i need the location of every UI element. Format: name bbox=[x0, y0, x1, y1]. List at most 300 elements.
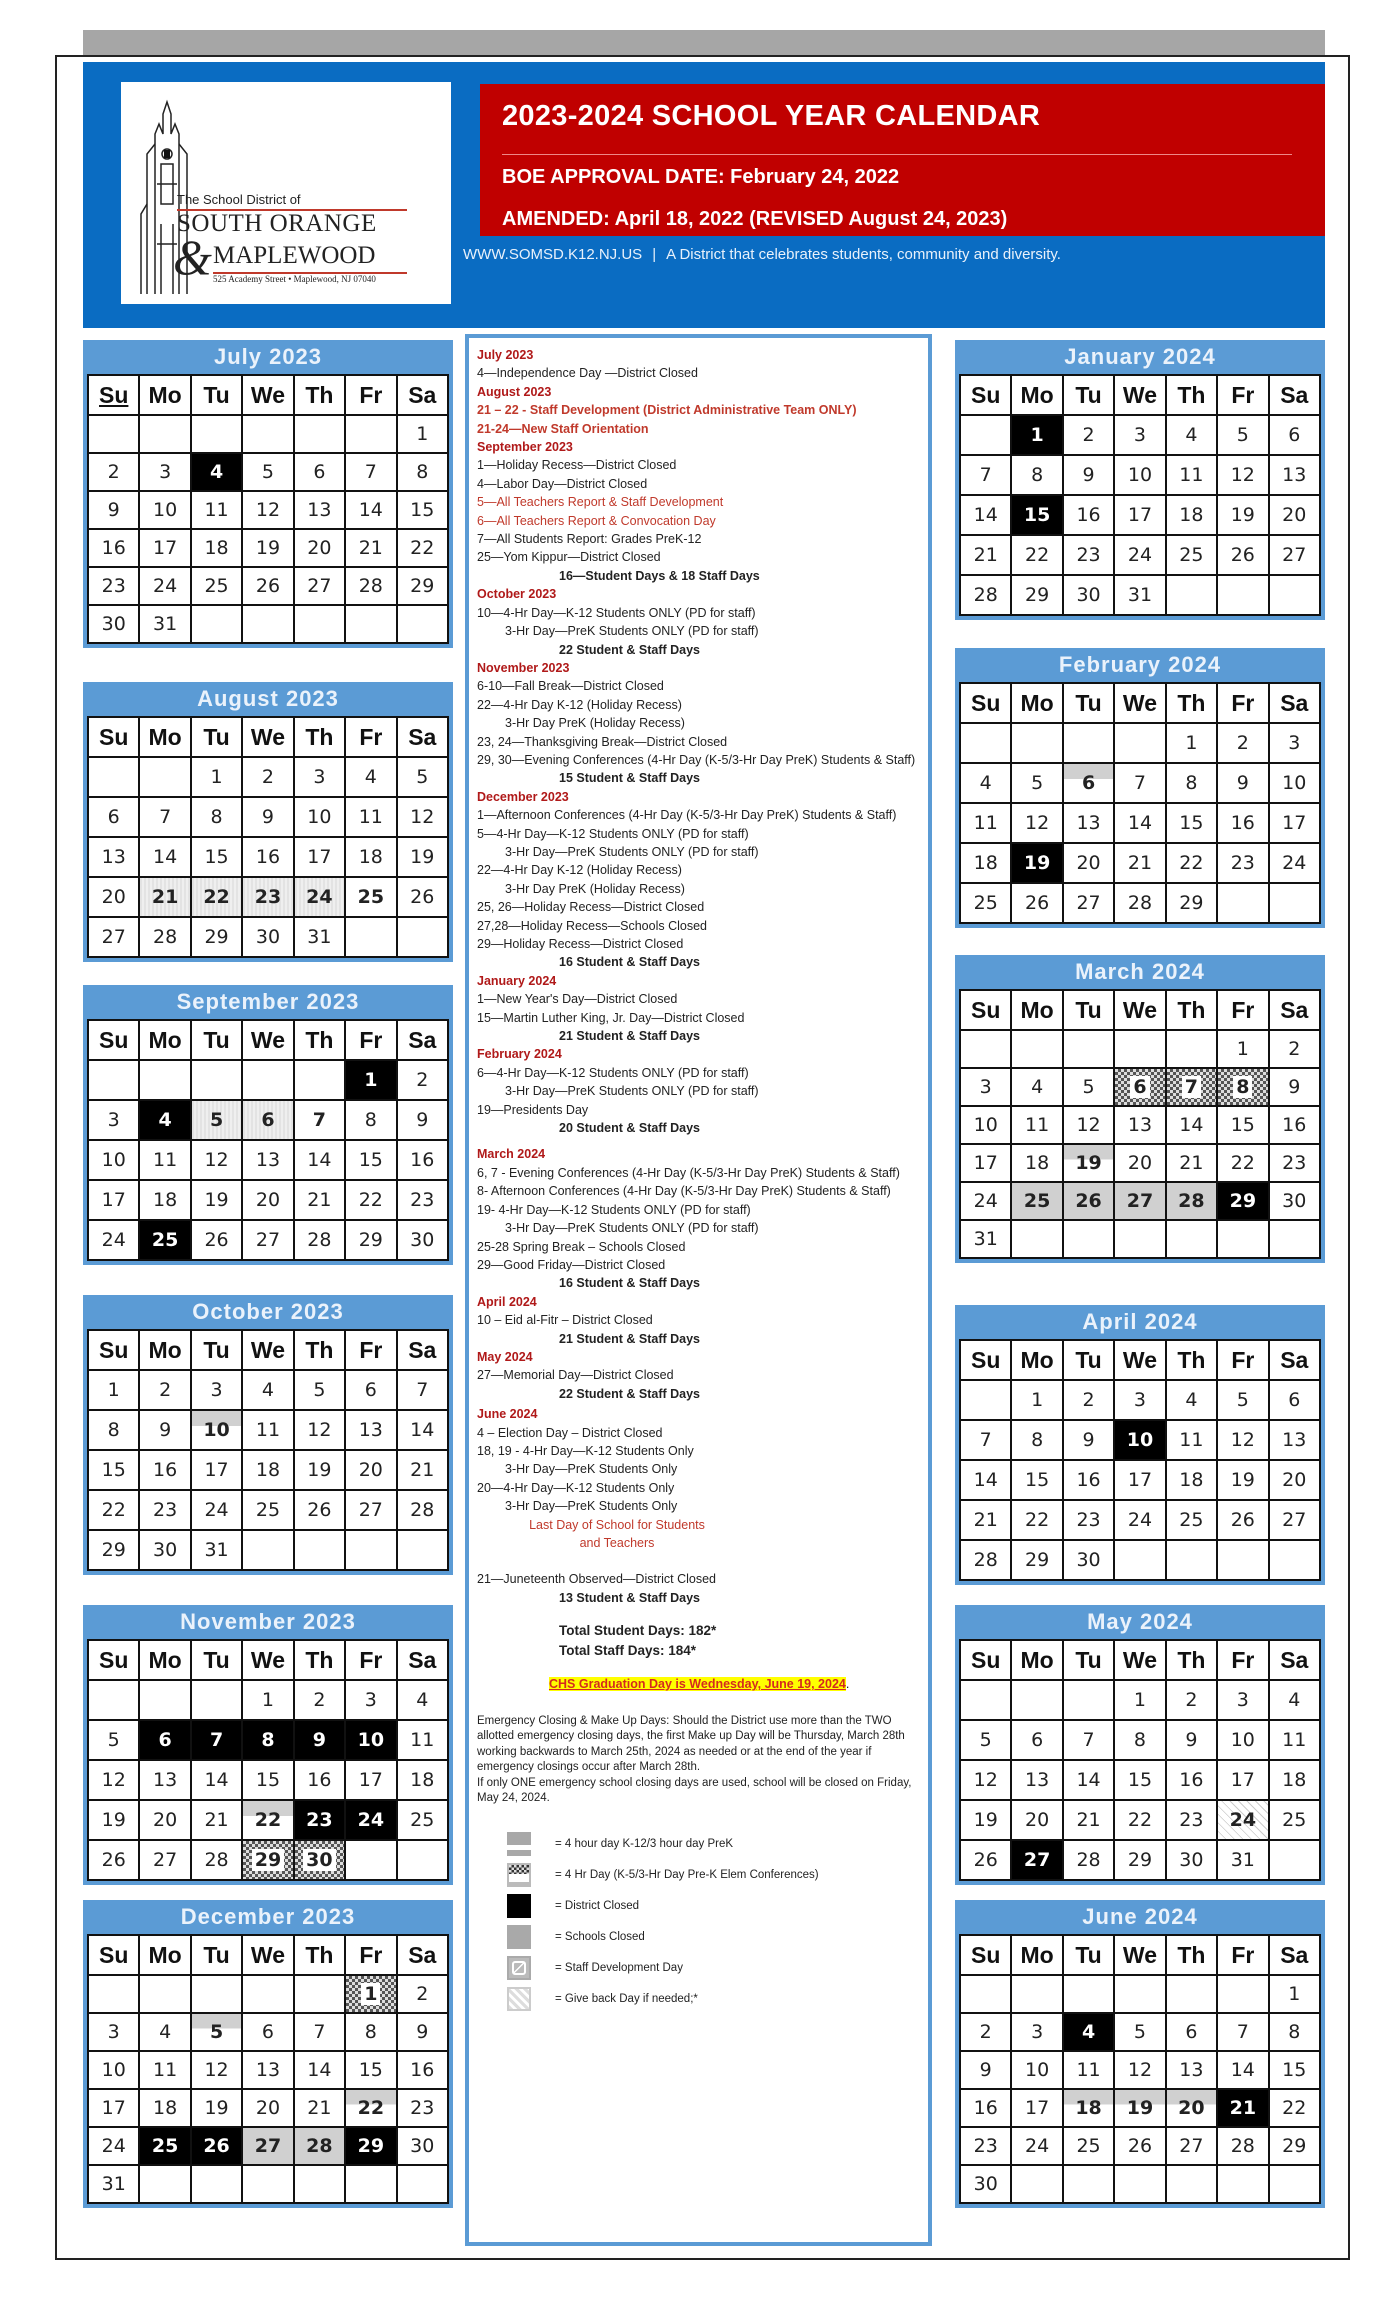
weekday-mo: Mo bbox=[139, 1640, 190, 1680]
day-cell: 21 bbox=[960, 1500, 1011, 1540]
weekday-tu: Tu bbox=[191, 717, 242, 757]
month-title: February 2024 bbox=[1058, 652, 1222, 677]
notes-heading: June 2024 bbox=[477, 1407, 538, 1422]
day-cell: 9 bbox=[1063, 1420, 1114, 1460]
note-line: 3-Hr Day—PreK Students ONLY (PD for staff) bbox=[505, 624, 759, 639]
day-cell: 27 bbox=[1114, 1182, 1165, 1220]
day-cell: 21 bbox=[1063, 1800, 1114, 1840]
day-cell: 26 bbox=[88, 1840, 139, 1880]
empty-cell bbox=[345, 917, 396, 957]
day-cell: 14 bbox=[191, 1760, 242, 1800]
weekday-tu: Tu bbox=[1063, 1340, 1114, 1380]
empty-cell bbox=[960, 1030, 1011, 1068]
calendar-august-2023 bbox=[83, 682, 453, 962]
day-cell: 25 bbox=[960, 883, 1011, 923]
month-grid bbox=[959, 1639, 1321, 1881]
total-student-days: Total Student Days: 182* bbox=[559, 1623, 717, 1639]
week-row bbox=[88, 1760, 448, 1800]
empty-cell bbox=[88, 757, 139, 797]
day-cell: 29 bbox=[88, 1530, 139, 1570]
empty-cell bbox=[345, 2165, 396, 2203]
day-cell: 8 bbox=[191, 797, 242, 837]
weekday-mo: Mo bbox=[139, 375, 190, 415]
weekday-th: Th bbox=[294, 1330, 345, 1370]
day-cell: 17 bbox=[191, 1450, 242, 1490]
day-cell: 13 bbox=[1269, 1420, 1320, 1460]
day-cell: 19 bbox=[242, 529, 293, 567]
weekday-tu: Tu bbox=[191, 1640, 242, 1680]
day-cell: 18 bbox=[1269, 1760, 1320, 1800]
day-cell: 3 bbox=[1217, 1680, 1268, 1720]
website-link[interactable]: WWW.SOMSD.K12.NJ.US bbox=[463, 246, 643, 263]
note-line: 1—Afternoon Conferences (4-Hr Day (K-5/3-Hr Day PreK) Students & Staff) bbox=[477, 808, 897, 823]
day-cell: 20 bbox=[1166, 2089, 1217, 2127]
day-cell: 4 bbox=[1269, 1680, 1320, 1720]
weekday-fr: Fr bbox=[345, 375, 396, 415]
day-cell: 29 bbox=[345, 1220, 396, 1260]
note-line: 20—4-Hr Day—K-12 Students Only bbox=[477, 1480, 675, 1495]
empty-cell bbox=[345, 1530, 396, 1570]
day-cell: 11 bbox=[1166, 1420, 1217, 1460]
weekday-fr: Fr bbox=[345, 717, 396, 757]
legend-label: = Schools Closed bbox=[555, 1930, 645, 1943]
weekday-sa: Sa bbox=[1269, 1340, 1320, 1380]
day-cell: 29 bbox=[345, 2127, 396, 2165]
day-cell: 8 bbox=[242, 1720, 293, 1760]
note-line: 29, 30—Evening Conferences (4-Hr Day (K-5/3-Hr Day PreK) Students & Staff) bbox=[477, 752, 916, 767]
empty-cell bbox=[1269, 2165, 1320, 2203]
day-cell: 19 bbox=[294, 1450, 345, 1490]
day-cell: 11 bbox=[242, 1410, 293, 1450]
week-row bbox=[960, 415, 1320, 455]
week-row bbox=[960, 1030, 1320, 1068]
day-cell: 28 bbox=[1063, 1840, 1114, 1880]
day-cell: 16 bbox=[1063, 495, 1114, 535]
day-cell: 15 bbox=[1011, 1460, 1062, 1500]
day-cell: 9 bbox=[1166, 1720, 1217, 1760]
day-cell: 26 bbox=[191, 2127, 242, 2165]
empty-cell bbox=[242, 1975, 293, 2013]
day-cell: 3 bbox=[345, 1680, 396, 1720]
day-cell: 20 bbox=[242, 1180, 293, 1220]
notes-june bbox=[477, 1405, 920, 1607]
day-cell: 13 bbox=[1114, 1106, 1165, 1144]
note-line: 4—Independence Day —District Closed bbox=[477, 366, 698, 381]
day-cell: 22 bbox=[345, 1180, 396, 1220]
empty-cell bbox=[1269, 575, 1320, 615]
day-cell: 27 bbox=[1166, 2127, 1217, 2165]
weekday-sa: Sa bbox=[1269, 683, 1320, 723]
day-cell: 2 bbox=[294, 1680, 345, 1720]
day-cell: 21 bbox=[139, 877, 190, 917]
day-cell: 24 bbox=[1011, 2127, 1062, 2165]
graduation-notice: CHS Graduation Day is Wednesday, June 19, 2024. bbox=[549, 1677, 850, 1692]
month-total: 15 Student & Staff Days bbox=[559, 771, 701, 786]
empty-cell bbox=[294, 1060, 345, 1100]
day-cell: 19 bbox=[88, 1800, 139, 1840]
legend-item bbox=[477, 1922, 920, 1953]
note-line: 25, 26—Holiday Recess—District Closed bbox=[477, 900, 705, 915]
weekday-th: Th bbox=[294, 1640, 345, 1680]
week-row bbox=[88, 1220, 448, 1260]
day-cell: 2 bbox=[1063, 415, 1114, 455]
day-cell: 12 bbox=[191, 1140, 242, 1180]
notes-heading: April 2024 bbox=[477, 1294, 537, 1309]
day-cell: 11 bbox=[1063, 2051, 1114, 2089]
week-row bbox=[960, 2089, 1320, 2127]
empty-cell bbox=[294, 1975, 345, 2013]
day-cell: 8 bbox=[1166, 763, 1217, 803]
empty-cell bbox=[88, 1060, 139, 1100]
day-cell: 3 bbox=[1011, 2013, 1062, 2051]
title-divider bbox=[502, 154, 1292, 155]
note-line: 8- Afternoon Conferences (4-Hr Day (K-5/3-Hr Day PreK) Students & Staff) bbox=[477, 1184, 891, 1199]
month-title: September 2023 bbox=[176, 989, 360, 1014]
empty-cell bbox=[242, 605, 293, 643]
day-cell: 31 bbox=[1114, 575, 1165, 615]
day-cell: 7 bbox=[1166, 1068, 1217, 1106]
week-row bbox=[960, 2013, 1320, 2051]
weekday-sa: Sa bbox=[397, 1935, 448, 1975]
day-cell: 26 bbox=[960, 1840, 1011, 1880]
day-cell: 18 bbox=[345, 837, 396, 877]
day-cell: 11 bbox=[397, 1720, 448, 1760]
weekday-fr: Fr bbox=[1217, 1640, 1268, 1680]
day-cell: 18 bbox=[1166, 1460, 1217, 1500]
empty-cell bbox=[1063, 723, 1114, 763]
note-line: 25—Yom Kippur—District Closed bbox=[477, 550, 661, 565]
day-cell: 10 bbox=[1114, 1420, 1165, 1460]
day-cell: 4 bbox=[1166, 415, 1217, 455]
day-cell: 26 bbox=[1063, 1182, 1114, 1220]
note-line: 25-28 Spring Break – Schools Closed bbox=[477, 1239, 686, 1254]
day-cell: 7 bbox=[294, 2013, 345, 2051]
week-row bbox=[88, 2089, 448, 2127]
day-cell: 20 bbox=[1011, 1800, 1062, 1840]
day-cell: 1 bbox=[1114, 1680, 1165, 1720]
district-prefix: The School District of bbox=[177, 192, 301, 207]
note-line: 5—All Teachers Report & Staff Development bbox=[477, 495, 724, 510]
day-cell: 9 bbox=[1269, 1068, 1320, 1106]
day-cell: 31 bbox=[191, 1530, 242, 1570]
year-totals bbox=[477, 1621, 920, 1661]
weekday-su: Su bbox=[960, 375, 1011, 415]
day-cell: 29 bbox=[1011, 575, 1062, 615]
day-cell: 28 bbox=[397, 1490, 448, 1530]
district-closed-swatch-icon bbox=[507, 1894, 531, 1918]
day-cell: 2 bbox=[397, 1975, 448, 2013]
day-cell: 23 bbox=[960, 2127, 1011, 2165]
day-cell: 21 bbox=[345, 529, 396, 567]
weekday-fr: Fr bbox=[1217, 1340, 1268, 1380]
day-cell: 9 bbox=[1217, 763, 1268, 803]
day-cell: 4 bbox=[1166, 1380, 1217, 1420]
legend-label: = 4 hour day K-12/3 hour day PreK bbox=[555, 1837, 734, 1850]
day-cell: 7 bbox=[1217, 2013, 1268, 2051]
day-cell: 1 bbox=[1011, 415, 1062, 455]
note-line: 21 – 22 - Staff Development (District Administrative Team ONLY) bbox=[477, 403, 857, 418]
day-cell: 15 bbox=[88, 1450, 139, 1490]
weekday-tu: Tu bbox=[1063, 990, 1114, 1030]
day-cell: 29 bbox=[191, 917, 242, 957]
month-title: January 2024 bbox=[1064, 344, 1216, 369]
month-title: November 2023 bbox=[180, 1609, 356, 1634]
empty-cell bbox=[1166, 1030, 1217, 1068]
note-line: 3-Hr Day—PreK Students ONLY (PD for staff) bbox=[505, 844, 759, 859]
day-cell: 15 bbox=[1011, 495, 1062, 535]
empty-cell bbox=[345, 415, 396, 453]
day-cell: 29 bbox=[397, 567, 448, 605]
note-line: 3-Hr Day PreK (Holiday Recess) bbox=[505, 881, 685, 896]
calendar-september-2023 bbox=[83, 985, 453, 1265]
day-cell: 4 bbox=[1063, 2013, 1114, 2051]
day-cell: 16 bbox=[139, 1450, 190, 1490]
day-cell: 7 bbox=[1063, 1720, 1114, 1760]
day-cell: 7 bbox=[345, 453, 396, 491]
empty-cell bbox=[139, 1680, 190, 1720]
day-cell: 19 bbox=[1217, 495, 1268, 535]
day-cell: 25 bbox=[1269, 1800, 1320, 1840]
amended-date: AMENDED: April 18, 2022 (REVISED August 24, 2023) bbox=[502, 208, 1008, 230]
day-cell: 14 bbox=[1063, 1760, 1114, 1800]
weekday-sa: Sa bbox=[1269, 1935, 1320, 1975]
day-cell: 11 bbox=[139, 1140, 190, 1180]
day-cell: 27 bbox=[242, 1220, 293, 1260]
weekday-fr: Fr bbox=[1217, 375, 1268, 415]
week-row bbox=[960, 1460, 1320, 1500]
empty-cell bbox=[1269, 1840, 1320, 1880]
day-cell: 23 bbox=[294, 1800, 345, 1840]
day-cell: 8 bbox=[1011, 455, 1062, 495]
day-cell: 2 bbox=[1166, 1680, 1217, 1720]
week-row bbox=[960, 1540, 1320, 1580]
week-row bbox=[88, 877, 448, 917]
empty-cell bbox=[1217, 1540, 1268, 1580]
day-cell: 25 bbox=[397, 1800, 448, 1840]
weekday-th: Th bbox=[294, 375, 345, 415]
day-cell: 26 bbox=[294, 1490, 345, 1530]
day-cell: 16 bbox=[88, 529, 139, 567]
day-cell: 6 bbox=[345, 1370, 396, 1410]
day-cell: 14 bbox=[960, 1460, 1011, 1500]
empty-cell bbox=[88, 1975, 139, 2013]
day-cell: 23 bbox=[1063, 535, 1114, 575]
day-cell: 19 bbox=[1114, 2089, 1165, 2127]
day-cell: 10 bbox=[88, 1140, 139, 1180]
note-line: 27—Memorial Day—District Closed bbox=[477, 1368, 674, 1383]
empty-cell bbox=[294, 415, 345, 453]
day-cell: 6 bbox=[242, 1100, 293, 1140]
day-cell: 29 bbox=[1114, 1840, 1165, 1880]
day-cell: 21 bbox=[397, 1450, 448, 1490]
legend-item bbox=[477, 1984, 920, 2015]
empty-cell bbox=[1217, 2165, 1268, 2203]
empty-cell bbox=[960, 415, 1011, 455]
week-row bbox=[960, 2127, 1320, 2165]
day-cell: 28 bbox=[294, 1220, 345, 1260]
day-cell: 25 bbox=[1166, 535, 1217, 575]
day-cell: 28 bbox=[345, 567, 396, 605]
empty-cell bbox=[1269, 1220, 1320, 1258]
approval-date: BOE APPROVAL DATE: February 24, 2022 bbox=[502, 166, 900, 188]
day-cell: 2 bbox=[1269, 1030, 1320, 1068]
day-cell: 25 bbox=[191, 567, 242, 605]
empty-cell bbox=[191, 1975, 242, 2013]
day-cell: 18 bbox=[191, 529, 242, 567]
day-cell: 3 bbox=[960, 1068, 1011, 1106]
day-cell: 11 bbox=[191, 491, 242, 529]
day-cell: 19 bbox=[397, 837, 448, 877]
week-row bbox=[88, 1975, 448, 2013]
week-row bbox=[960, 803, 1320, 843]
day-cell: 28 bbox=[1114, 883, 1165, 923]
weekday-header-row bbox=[88, 1330, 448, 1370]
empty-cell bbox=[242, 1530, 293, 1570]
empty-cell bbox=[242, 415, 293, 453]
emergency-text-1: Emergency Closing & Make Up Days: Should the District use more than the TWO allotted emergency closing days, the first Make up Day will be Thursday, March 28th working backwards to March 25th, 2024 as needed or at the end of the year if emergency closings occur after March 28th. bbox=[477, 1714, 905, 1774]
day-cell: 9 bbox=[294, 1720, 345, 1760]
empty-cell bbox=[1011, 1030, 1062, 1068]
day-cell: 14 bbox=[139, 837, 190, 877]
note-line: 27,28—Holiday Recess—Schools Closed bbox=[477, 918, 707, 933]
day-cell: 27 bbox=[1269, 1500, 1320, 1540]
notes-october bbox=[477, 585, 920, 659]
day-cell: 24 bbox=[345, 1800, 396, 1840]
day-cell: 5 bbox=[960, 1720, 1011, 1760]
weekday-header-row bbox=[960, 1935, 1320, 1975]
note-line: 21—Juneteenth Observed—District Closed bbox=[477, 1572, 717, 1587]
empty-cell bbox=[242, 2165, 293, 2203]
week-row bbox=[88, 797, 448, 837]
note-line: 1—Holiday Recess—District Closed bbox=[477, 458, 677, 473]
day-cell: 12 bbox=[1217, 455, 1268, 495]
day-cell: 25 bbox=[1166, 1500, 1217, 1540]
legend-item bbox=[477, 1860, 920, 1891]
weekday-su: Su bbox=[88, 1640, 139, 1680]
empty-cell bbox=[294, 605, 345, 643]
weekday-header-row bbox=[88, 1640, 448, 1680]
day-cell: 9 bbox=[397, 2013, 448, 2051]
weekday-mo: Mo bbox=[1011, 990, 1062, 1030]
day-cell: 27 bbox=[1269, 535, 1320, 575]
day-cell: 16 bbox=[960, 2089, 1011, 2127]
note-line: 6, 7 - Evening Conferences (4-Hr Day (K-5/3-Hr Day PreK) Students & Staff) bbox=[477, 1165, 900, 1180]
day-cell: 3 bbox=[294, 757, 345, 797]
month-title: March 2024 bbox=[1075, 959, 1205, 984]
day-cell: 19 bbox=[191, 1180, 242, 1220]
day-cell: 13 bbox=[1011, 1760, 1062, 1800]
weekday-tu: Tu bbox=[191, 1330, 242, 1370]
weekday-header-row bbox=[88, 1935, 448, 1975]
day-cell: 24 bbox=[960, 1182, 1011, 1220]
day-cell: 10 bbox=[1269, 763, 1320, 803]
notes-april bbox=[477, 1293, 920, 1348]
week-row bbox=[960, 763, 1320, 803]
day-cell: 2 bbox=[397, 1060, 448, 1100]
notes-july bbox=[477, 346, 920, 383]
empty-cell bbox=[191, 1680, 242, 1720]
empty-cell bbox=[139, 757, 190, 797]
weekday-mo: Mo bbox=[1011, 683, 1062, 723]
day-cell: 23 bbox=[242, 877, 293, 917]
note-line: 22—4-Hr Day K-12 (Holiday Recess) bbox=[477, 863, 682, 878]
day-cell: 7 bbox=[191, 1720, 242, 1760]
day-cell: 22 bbox=[1217, 1144, 1268, 1182]
day-cell: 6 bbox=[1114, 1068, 1165, 1106]
month-title: August 2023 bbox=[197, 686, 339, 711]
note-line: 10 – Eid al-Fitr – District Closed bbox=[477, 1313, 653, 1328]
notes-november bbox=[477, 659, 920, 788]
week-row bbox=[88, 529, 448, 567]
day-cell: 18 bbox=[139, 2089, 190, 2127]
day-cell: 4 bbox=[345, 757, 396, 797]
day-cell: 13 bbox=[1166, 2051, 1217, 2089]
weekday-th: Th bbox=[294, 717, 345, 757]
tagline bbox=[463, 246, 1061, 263]
day-cell: 27 bbox=[88, 917, 139, 957]
week-row bbox=[88, 1410, 448, 1450]
legend bbox=[477, 1829, 920, 2015]
day-cell: 10 bbox=[345, 1720, 396, 1760]
day-cell: 24 bbox=[88, 1220, 139, 1260]
month-grid bbox=[959, 1339, 1321, 1581]
day-cell: 26 bbox=[1114, 2127, 1165, 2165]
day-cell: 15 bbox=[1217, 1106, 1268, 1144]
weekday-tu: Tu bbox=[1063, 683, 1114, 723]
calendar-january-2024 bbox=[955, 340, 1325, 620]
empty-cell bbox=[1114, 1030, 1165, 1068]
day-cell: 15 bbox=[397, 491, 448, 529]
week-row bbox=[960, 535, 1320, 575]
weekday-su: Su bbox=[88, 375, 139, 415]
weekday-th: Th bbox=[1166, 1640, 1217, 1680]
note-line: 22—4-Hr Day K-12 (Holiday Recess) bbox=[477, 697, 682, 712]
week-row bbox=[88, 453, 448, 491]
month-total: 22 Student & Staff Days bbox=[559, 642, 701, 657]
month-total: 13 Student & Staff Days bbox=[559, 1590, 701, 1605]
day-cell: 19 bbox=[1217, 1460, 1268, 1500]
empty-cell bbox=[1063, 1030, 1114, 1068]
day-cell: 16 bbox=[1063, 1460, 1114, 1500]
month-total: 21 Student & Staff Days bbox=[559, 1029, 701, 1044]
day-cell: 25 bbox=[139, 2127, 190, 2165]
week-row bbox=[88, 2013, 448, 2051]
day-cell: 2 bbox=[1063, 1380, 1114, 1420]
week-row bbox=[88, 757, 448, 797]
day-cell: 23 bbox=[139, 1490, 190, 1530]
day-cell: 9 bbox=[1063, 455, 1114, 495]
day-cell: 19 bbox=[191, 2089, 242, 2127]
note-line: 4 – Election Day – District Closed bbox=[477, 1425, 663, 1440]
day-cell: 14 bbox=[345, 491, 396, 529]
week-row bbox=[960, 1800, 1320, 1840]
day-cell: 5 bbox=[242, 453, 293, 491]
weekday-th: Th bbox=[1166, 683, 1217, 723]
day-cell: 3 bbox=[1114, 415, 1165, 455]
empty-cell bbox=[1011, 1220, 1062, 1258]
day-cell: 17 bbox=[1011, 2089, 1062, 2127]
day-cell: 15 bbox=[1166, 803, 1217, 843]
day-cell: 26 bbox=[1217, 1500, 1268, 1540]
notes-heading: November 2023 bbox=[477, 660, 570, 675]
empty-cell bbox=[294, 2165, 345, 2203]
empty-cell bbox=[88, 1680, 139, 1720]
day-cell: 28 bbox=[1217, 2127, 1268, 2165]
day-cell: 14 bbox=[960, 495, 1011, 535]
notes-september bbox=[477, 438, 920, 585]
week-row bbox=[960, 1500, 1320, 1540]
day-cell: 14 bbox=[1114, 803, 1165, 843]
